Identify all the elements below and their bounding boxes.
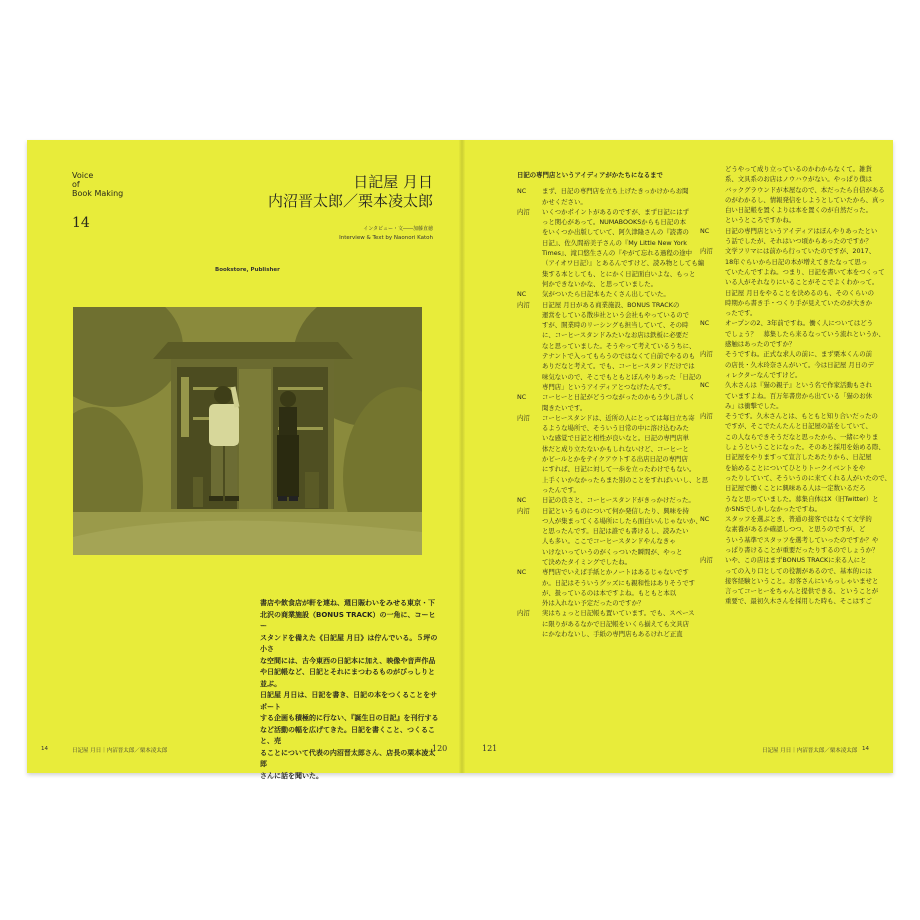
dialogue-turn — [517, 608, 695, 639]
speech-line: まず、日記の専門店を立ち上げたきっかけからお聞 — [542, 187, 689, 196]
credit-japanese: インタビュー・文――加藤直徳 — [363, 226, 433, 232]
speaker-label: 内沼 — [700, 247, 713, 256]
series-line: Voice — [72, 171, 94, 180]
speech-line: 日記屋をやりますって宣言したあたりから、日記屋 — [725, 453, 872, 462]
speech-line: をいくつか出版していて、阿久津隆さんの『読書の — [542, 228, 689, 237]
footer-running-title-left: 日記屋 月日｜内沼晋太郎／栗本凌太郎 — [72, 748, 168, 754]
speech-line: なと思っていました。そうやって考えているうちに、 — [542, 341, 696, 350]
speech-line: 日記』、佐久間裕美子さんの『My Little New York — [542, 238, 687, 247]
speech-text — [725, 226, 880, 247]
speech-line: っと関心があって。NUMABOOKSからも日記の本 — [542, 218, 686, 227]
intro-line: さんに話を聞いた。 — [260, 771, 323, 780]
dialogue-turn — [700, 318, 885, 349]
speech-text — [542, 289, 687, 299]
speech-line: 重要で、最初久木さんを採用した時も、そこはすご — [725, 597, 872, 606]
speech-line: うなと思っていました。募集自体はX（旧Twitter）と — [725, 494, 879, 503]
speech-line: な素養があるか確認しつつ、と思うのですが、ど — [725, 525, 866, 534]
speech-line: 聞きたいです。 — [542, 403, 587, 412]
speech-line: ったです。 — [725, 309, 757, 318]
title-block — [268, 173, 433, 241]
speech-text — [725, 246, 885, 318]
dialogue-turn — [700, 349, 880, 380]
speech-line: いる人がそれなりにいることがそこでよくわかって。 — [725, 278, 879, 287]
speech-line: いや、この店はまずBONUS TRACKに来る人にと — [725, 556, 867, 565]
speech-text — [542, 300, 702, 393]
speaker-label: NC — [700, 226, 710, 235]
speech-line: いけないっていうのがくっついた瞬間が、やっと — [542, 547, 683, 556]
intro-line: 日記屋 月日は、日記を書き、日記の本をつくることをサポート — [260, 691, 438, 711]
speech-line: 運営をしている散歩社という会社もやっているので — [542, 310, 689, 319]
intro-line: など活動の幅を広げてきた。日記を書くこと、つくること、売 — [260, 725, 435, 745]
speech-line: かSNSでしかしなかったですね。 — [725, 504, 821, 513]
speech-line: しょうということになった。そのあと採用を始める際、 — [725, 443, 885, 452]
dialogue-turn — [517, 506, 702, 568]
speech-line: 感触はあったのですか？ — [725, 340, 796, 349]
speech-line: この人ならできそうだなと思ったから、一緒にやりま — [725, 432, 879, 441]
series-line: Book Making — [72, 189, 124, 198]
speech-line: オープンの2、3年前ですね。働く人についてはどう — [725, 319, 874, 328]
speech-line: 18年ぐらいから日記の本が増えてきたなって思っ — [725, 257, 868, 266]
speech-text — [542, 506, 702, 568]
speech-line: 気がついたら日記本もたくさん出していた。 — [542, 290, 670, 299]
speech-line: に限りがあるなかで日記帳をいくら揃えても文具店 — [542, 619, 689, 628]
speech-line: いな感覚で日記と相性が良いなと。日記の専門店単 — [542, 434, 689, 443]
speaker-label: NC — [700, 515, 710, 524]
speaker-label: NC — [517, 393, 527, 402]
speech-line: み」は衝撃でした。 — [725, 401, 783, 410]
speech-line: でしょう？ 募集したら来るなっていう流れというか、 — [725, 329, 885, 338]
speaker-label: 内沼 — [700, 556, 713, 565]
speech-line: か。日記はそういうグッズにも親和性はありそうです — [542, 578, 696, 587]
speech-line: う話でしたが、それはいつ頃からあったのですか？ — [725, 237, 872, 246]
speech-line: の店長・久木玲奈さんがいて。今は日記屋 月日のデ — [725, 360, 874, 369]
speech-text — [725, 349, 880, 380]
dialogue-turn — [700, 164, 885, 226]
dialogue-turn — [700, 226, 880, 247]
storefront-photo — [73, 307, 422, 555]
magazine-spread — [27, 140, 893, 780]
speech-text — [725, 555, 880, 606]
speech-line: 白い日記帳を置くよりは本を置くのが自然だった。 — [725, 206, 872, 215]
dialogue-turn — [517, 300, 702, 393]
speaker-label: NC — [517, 496, 527, 505]
credit-english: Interview & Text by Naonori Katoh — [339, 235, 433, 241]
speech-line: スタッフを選ぶとき、普通の接客ではなくて文学的 — [725, 515, 872, 524]
dialogue-turn — [700, 411, 891, 514]
speech-line: バックグラウンドが本屋なので、本だったら自信がある — [725, 185, 885, 194]
speech-text — [542, 413, 708, 495]
speech-line: にかなわないし、手紙の専門店もあるけれど正直 — [542, 630, 683, 639]
speaker-label: 内沼 — [517, 413, 530, 422]
dialogue-turn — [517, 186, 687, 207]
speech-line: コーヒースタンドは、近所の人にとっては毎日立ち寄 — [542, 413, 695, 422]
dialogue-turn — [700, 514, 880, 555]
speech-line: 専門店でいえば手紙とかノートはあるじゃないです — [542, 568, 689, 577]
speech-line: かビールとかをテイクアウトする出店日記の専門店 — [542, 455, 688, 464]
speech-line: 日記というものについて何か発信したり、興味を持 — [542, 506, 689, 515]
speaker-label: NC — [517, 568, 527, 577]
speech-line: と思ったんです。日記は誰でも書けるし、読みたい — [542, 527, 689, 536]
intro-paragraph — [260, 598, 440, 782]
shop-name: 日記屋 月日 — [353, 173, 433, 191]
intro-line: や日記帳など、日記とそれにまつわるものがびっしりと並ぶ。 — [260, 668, 435, 688]
speech-line: 集する本としても、とにかく日記面白いよな、もっと — [542, 269, 696, 278]
speech-line: が、扱っているのは本ですよね。もともと本以 — [542, 588, 677, 597]
speech-line: 日記屋 月日がある商業施設、BONUS TRACKの — [542, 300, 680, 309]
speech-line: 人も多い。ここでコーヒースタンドやんなきゃ — [542, 537, 676, 546]
speech-line: 専門店」というアイディアとつなげたんです。 — [542, 382, 675, 391]
page-number-left: 120 — [432, 744, 448, 753]
speech-line: 味気ないので、そこでもともとぼんやりあった「日記の — [542, 372, 702, 381]
speech-line: そうです。久木さんとは、もともと知り合いだったの — [725, 412, 878, 421]
dialogue-col1 — [517, 186, 709, 639]
speech-text — [542, 608, 695, 639]
speech-line: ういう基準でスタッフを選考していったのですか？や — [725, 535, 879, 544]
category-label: Bookstore, Publisher — [215, 267, 280, 273]
speaker-label: 内沼 — [700, 412, 713, 421]
speech-line: 日記屋で働くことに興味ある人は一定数いるだろ — [725, 484, 866, 493]
speech-line: に、コーヒースタンドみたいなお店は鉄板に必要だ — [542, 331, 689, 340]
speech-line: というところですかね。 — [725, 216, 796, 225]
speech-text — [542, 392, 695, 413]
speech-text — [725, 164, 885, 226]
speech-text — [542, 495, 695, 505]
speech-line: 上手くいかなかったらまた別のことをすればいいし、と思 — [542, 475, 709, 484]
storefront-photo-illustration — [73, 307, 422, 555]
issue-number: 14 — [72, 215, 90, 231]
intro-line: スタンドを備えた《日記屋 月日》は佇んでいる。５坪の小さ — [260, 633, 438, 653]
speech-line: 久木さんは『猫の親子』という名で作家活動もされ — [725, 381, 872, 390]
speech-line: るような場所で、そういう日常の中に溶け込むみた — [542, 424, 689, 433]
speech-text — [542, 186, 688, 207]
speech-line: 文学フリマには前から行っていたのですが、2017、 — [725, 247, 876, 256]
speech-line: を始めることについてひとりトークイベントをや — [725, 463, 866, 472]
speech-line: ィレクターなんですけど。 — [725, 370, 802, 379]
dialogue-turn — [700, 380, 880, 411]
speech-line: 実はちょっと日記帳も置いています。でも、スペース — [542, 609, 695, 618]
speaker-label: 内沼 — [700, 350, 713, 359]
speech-line: どうやって成り立っているのかわからなくて。雑貨 — [725, 165, 872, 173]
dialogue-turn — [517, 413, 709, 495]
speech-line: 日記の良さと、コーヒースタンドがきっかけだった。 — [542, 496, 695, 505]
speech-text — [725, 318, 885, 349]
intro-line: ることについて代表の内沼晋太郎さん、店長の栗本凌太郎 — [260, 748, 436, 768]
section-heading: 日記の専門店というアイディアがかたちになるまで — [517, 171, 663, 179]
page-gutter — [459, 140, 465, 773]
speech-line: ったりしていて、そういうのに来てくれる人がいたので、 — [725, 473, 891, 482]
dialogue-turn — [700, 246, 885, 318]
speech-line: 体だと成り立たないかもしれないけど、コーヒーと — [542, 444, 689, 453]
speech-line: っての入り口としての役割があるので、基本的には — [725, 566, 872, 575]
speaker-label: 内沼 — [517, 207, 530, 216]
speech-line: ったんです。 — [542, 485, 580, 494]
speech-line: 日記の専門店というアイディアはぼんやりあったとい — [725, 226, 878, 235]
speech-line: にすれば、日記に対して一歩を立ったわけでもない。 — [542, 465, 696, 474]
speech-line: いくつかポイントがあるのですが、まず日記にはず — [542, 207, 689, 216]
intro-line: 書店や飲食店が軒を連ね、週日賑わいをみせる東京・下 — [260, 599, 435, 607]
dialogue-turn — [517, 289, 687, 299]
speech-line: 時期から書き手・つくり手が見えていたのが大きか — [725, 298, 872, 307]
dialogue-turn — [517, 495, 695, 505]
speech-line: っぱり書けることが重要だったりするのでしょうか？ — [725, 545, 879, 554]
speaker-label: 内沼 — [517, 506, 530, 515]
speech-line: すが、開業時のリーシングも担当していて、その時 — [542, 321, 689, 330]
speech-line: テナントで入ってもらうのではなくて自前でやるのも — [542, 352, 696, 361]
series-title — [72, 171, 123, 198]
speech-line: 何かできないかな、と思っていました。 — [542, 279, 658, 288]
dialogue-col2 — [700, 164, 891, 607]
footer-number-right: 14 — [862, 746, 869, 752]
speech-text — [725, 411, 891, 514]
speaker-label: NC — [700, 319, 710, 328]
text-column-1 — [517, 170, 709, 639]
page-number-right: 121 — [482, 744, 498, 753]
intro-line: な空間には、古今東西の日記本に加え、映像や音声作品 — [260, 656, 436, 665]
speaker-label: 内沼 — [517, 300, 530, 309]
speech-line: 言ってコーヒーをちゃんと提供できる、ということが — [725, 587, 879, 596]
footer-running-title-right: 日記屋 月日｜内沼晋太郎／栗本凌太郎 — [762, 748, 858, 754]
speech-line: Times』、滝口悠生さんの『やがて忘れる過程の途中 — [542, 249, 692, 258]
intro-line: 北沢の商業施設（BONUS TRACK）の一角に、コーヒー — [260, 610, 436, 630]
speaker-label: 内沼 — [517, 609, 530, 618]
speech-line: て決めたタイミングでしたね。 — [542, 557, 632, 566]
speech-line: コーヒーと日記がどうつながったのかもう少し詳しく — [542, 393, 696, 402]
speech-line: つ人が集まってくる場所にしたら面白いんじゃないか、 — [542, 516, 702, 525]
speech-line: のがわかるし、情報発信をしようとしていたから、真っ — [725, 195, 885, 204]
dialogue-turn — [517, 392, 696, 413]
speaker-label: NC — [700, 381, 710, 390]
dialogue-turn — [700, 555, 880, 606]
speech-line: ていたんですよね。つまり、日記を書いて本をつくって — [725, 267, 885, 276]
intro-line: する企画も積極的に行ない、『誕生日の日記』を刊行する — [260, 714, 439, 722]
speaker-label — [700, 164, 725, 226]
interviewee-names: 内沼晋太郎／栗本凌太郎 — [267, 192, 433, 210]
speech-line: 外は入れない予定だったのですか？ — [542, 599, 645, 608]
speaker-label: NC — [517, 187, 527, 196]
speech-line: 系、文具系のお店はノウハウがない。やっぱり僕は — [725, 175, 872, 184]
speech-text — [725, 514, 880, 555]
speech-line: ていますよね。百万年書房から出ている「猫のお休 — [725, 391, 872, 400]
speech-text — [542, 207, 704, 289]
speech-line: そうですね。正式な求人の前に、まず栗本くんの前 — [725, 350, 872, 359]
speech-line: かせください。 — [542, 197, 587, 206]
speech-line: 接客経験ということ。お客さんにいらっしゃいませと — [725, 576, 879, 585]
series-line: of — [72, 180, 80, 189]
speech-line: 日記屋 月日をやることを決めるのも、そのくらいの — [725, 288, 875, 297]
footer-number-left: 14 — [41, 746, 48, 752]
text-column-2 — [700, 164, 891, 607]
speech-text — [542, 567, 695, 608]
speaker-label: NC — [517, 290, 527, 299]
speech-line: ありだなと考えて。でも、コーヒースタンドだけでは — [542, 362, 695, 371]
speech-text — [725, 380, 880, 411]
speech-line: （アイオワ日記）』とあるんですけど、読み物としても編 — [542, 259, 705, 268]
dialogue-turn — [517, 567, 696, 608]
speech-line: ですが、そこでたんたんと日記屋の話をしていて、 — [725, 422, 872, 431]
